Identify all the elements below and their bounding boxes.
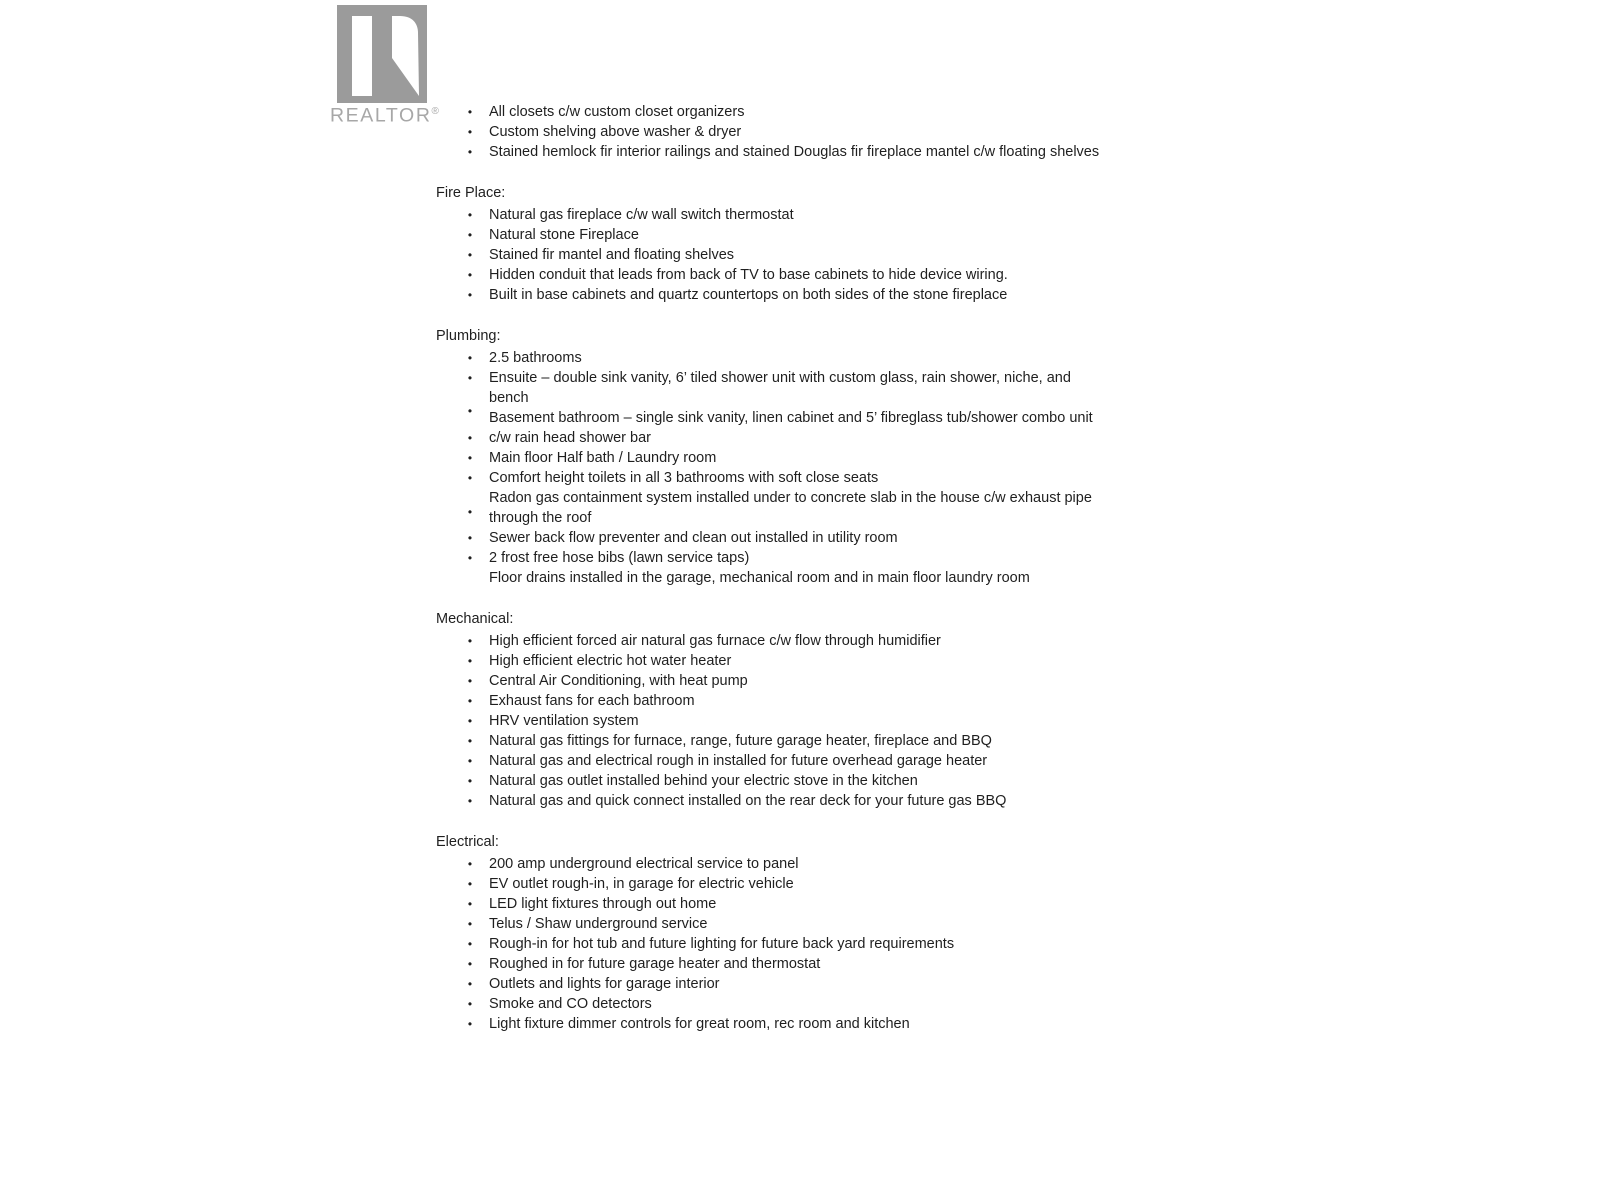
realtor-logo <box>330 5 440 127</box>
list-item-text: 200 amp underground electrical service to panel <box>489 856 799 872</box>
list-item <box>436 102 1196 122</box>
section-title: Plumbing: <box>436 328 501 344</box>
bullet-icon: • <box>467 754 473 768</box>
bullet-icon: • <box>467 551 473 565</box>
section-bullet-list <box>436 631 1196 811</box>
feature-sheet-document <box>436 102 1196 1034</box>
bullet-icon: • <box>467 957 473 971</box>
list-item <box>436 631 1196 651</box>
realtor-wordmark <box>330 101 440 127</box>
list-item-text: Basement bathroom – single sink vanity, linen cabinet and 5’ fibreglass tub/shower combo unit <box>489 410 1093 426</box>
section-title: Fire Place: <box>436 185 506 201</box>
list-item-text: Natural gas fireplace c/w wall switch thermostat <box>489 207 794 223</box>
list-item <box>436 285 1196 305</box>
list-item-text: Natural gas and electrical rough in installed for future overhead garage heater <box>489 753 988 769</box>
list-item <box>436 974 1196 994</box>
list-item-text: Custom shelving above washer & dryer <box>489 124 742 140</box>
bullet-icon: • <box>467 674 473 688</box>
list-item <box>436 368 1196 408</box>
list-item-text: Natural stone Fireplace <box>489 227 639 243</box>
bullet-icon: • <box>467 1017 473 1031</box>
bullet-icon: • <box>467 857 473 871</box>
section-title: Mechanical: <box>436 611 514 627</box>
list-item-text: through the roof <box>489 510 592 526</box>
section-plumbing <box>436 326 1196 588</box>
bullet-icon: • <box>467 897 473 911</box>
list-item <box>436 488 1196 528</box>
list-item <box>436 651 1196 671</box>
list-item <box>436 1014 1196 1034</box>
list-item-text: Ensuite – double sink vanity, 6’ tiled shower unit with custom glass, rain shower, niche, and <box>489 370 1071 386</box>
list-item-text: High efficient electric hot water heater <box>489 653 732 669</box>
list-item-text: 2 frost free hose bibs (lawn service taps) <box>489 550 750 566</box>
list-item-text: All closets c/w custom closet organizers <box>489 104 745 120</box>
feature-sections <box>436 183 1196 1034</box>
list-item-text: Stained hemlock fir interior railings and stained Douglas fir fireplace mantel c/w floating shelves <box>489 144 1100 160</box>
list-item-text: Built in base cabinets and quartz countertops on both sides of the stone fireplace <box>489 287 1008 303</box>
list-item-text: Natural gas outlet installed behind your electric stove in the kitchen <box>489 773 918 789</box>
list-item <box>436 751 1196 771</box>
bullet-icon: • <box>467 654 473 668</box>
list-item <box>436 711 1196 731</box>
bullet-icon: • <box>467 228 473 242</box>
bullet-icon: • <box>467 794 473 808</box>
list-item <box>436 448 1196 468</box>
bullet-icon: • <box>467 774 473 788</box>
bullet-icon: • <box>467 404 473 418</box>
section-bullet-list <box>436 205 1196 305</box>
list-item <box>436 225 1196 245</box>
bullet-icon: • <box>467 371 473 385</box>
bullet-icon: • <box>467 248 473 262</box>
list-item-text: Main floor Half bath / Laundry room <box>489 450 717 466</box>
section-mechanical <box>436 609 1196 811</box>
list-item-text: High efficient forced air natural gas furnace c/w flow through humidifier <box>489 633 941 649</box>
list-item <box>436 791 1196 811</box>
bullet-icon: • <box>467 877 473 891</box>
list-item-text: Natural gas and quick connect installed on the rear deck for your future gas BBQ <box>489 793 1007 809</box>
list-item-text: Natural gas fittings for furnace, range, future garage heater, fireplace and BBQ <box>489 733 992 749</box>
list-item-text: Smoke and CO detectors <box>489 996 652 1012</box>
bullet-icon: • <box>467 288 473 302</box>
realtor-block-r-icon <box>337 5 427 103</box>
bullet-icon: • <box>467 917 473 931</box>
list-item-text: HRV ventilation system <box>489 713 639 729</box>
list-item-text: bench <box>489 390 529 406</box>
bullet-icon: • <box>467 505 473 519</box>
list-item <box>436 348 1196 368</box>
list-item-text: Comfort height toilets in all 3 bathrooms with soft close seats <box>489 470 879 486</box>
list-item <box>436 568 1196 588</box>
list-item-text: Floor drains installed in the garage, mechanical room and in main floor laundry room <box>489 570 1030 586</box>
section-fire-place <box>436 183 1196 305</box>
list-item <box>436 994 1196 1014</box>
list-item <box>436 245 1196 265</box>
list-item <box>436 142 1196 162</box>
bullet-icon: • <box>467 531 473 545</box>
list-item-text: Radon gas containment system installed under to concrete slab in the house c/w exhaust pipe <box>489 490 1092 506</box>
list-item-text: LED light fixtures through out home <box>489 896 717 912</box>
bullet-icon: • <box>467 634 473 648</box>
list-item-text: Roughed in for future garage heater and thermostat <box>489 956 821 972</box>
bullet-icon: • <box>467 451 473 465</box>
bullet-icon: • <box>467 734 473 748</box>
list-item <box>436 548 1196 568</box>
list-item <box>436 205 1196 225</box>
list-item <box>436 731 1196 751</box>
intro-bullet-list <box>436 102 1196 162</box>
list-item-text: Stained fir mantel and floating shelves <box>489 247 735 263</box>
list-item <box>436 874 1196 894</box>
bullet-icon: • <box>467 977 473 991</box>
bullet-icon: • <box>467 208 473 222</box>
list-item-text: Outlets and lights for garage interior <box>489 976 720 992</box>
list-item-text: Exhaust fans for each bathroom <box>489 693 695 709</box>
bullet-icon: • <box>467 431 473 445</box>
section-bullet-list <box>436 854 1196 1034</box>
list-item-text: Sewer back flow preventer and clean out installed in utility room <box>489 530 898 546</box>
bullet-icon: • <box>467 105 473 119</box>
registered-trademark-symbol: ® <box>431 106 439 117</box>
bullet-icon: • <box>467 694 473 708</box>
list-item <box>436 934 1196 954</box>
list-item <box>436 122 1196 142</box>
bullet-icon: • <box>467 125 473 139</box>
list-item <box>436 671 1196 691</box>
list-item <box>436 404 1196 428</box>
list-item-text: 2.5 bathrooms <box>489 350 582 366</box>
bullet-icon: • <box>467 937 473 951</box>
list-item <box>436 954 1196 974</box>
realtor-wordmark-text: REALTOR <box>330 104 432 127</box>
list-item-text: c/w rain head shower bar <box>489 430 651 446</box>
list-item <box>436 691 1196 711</box>
list-item <box>436 914 1196 934</box>
list-item <box>436 771 1196 791</box>
list-item <box>436 265 1196 285</box>
list-item-text: Central Air Conditioning, with heat pump <box>489 673 748 689</box>
list-item <box>436 854 1196 874</box>
list-item <box>436 528 1196 548</box>
list-item-text: Rough-in for hot tub and future lighting for future back yard requirements <box>489 936 955 952</box>
list-item-text: EV outlet rough-in, in garage for electric vehicle <box>489 876 794 892</box>
bullet-icon: • <box>467 268 473 282</box>
list-item-text: Telus / Shaw underground service <box>489 916 708 932</box>
section-electrical <box>436 832 1196 1034</box>
bullet-icon: • <box>467 471 473 485</box>
list-item-text: Light fixture dimmer controls for great room, rec room and kitchen <box>489 1016 910 1032</box>
list-item <box>436 428 1196 448</box>
bullet-icon: • <box>467 997 473 1011</box>
bullet-icon: • <box>467 145 473 159</box>
list-item <box>436 468 1196 488</box>
section-title: Electrical: <box>436 834 499 850</box>
list-item <box>436 894 1196 914</box>
bullet-icon: • <box>467 714 473 728</box>
section-bullet-list <box>436 348 1196 588</box>
bullet-icon: • <box>467 351 473 365</box>
list-item-text: Hidden conduit that leads from back of TV to base cabinets to hide device wiring. <box>489 267 1008 283</box>
